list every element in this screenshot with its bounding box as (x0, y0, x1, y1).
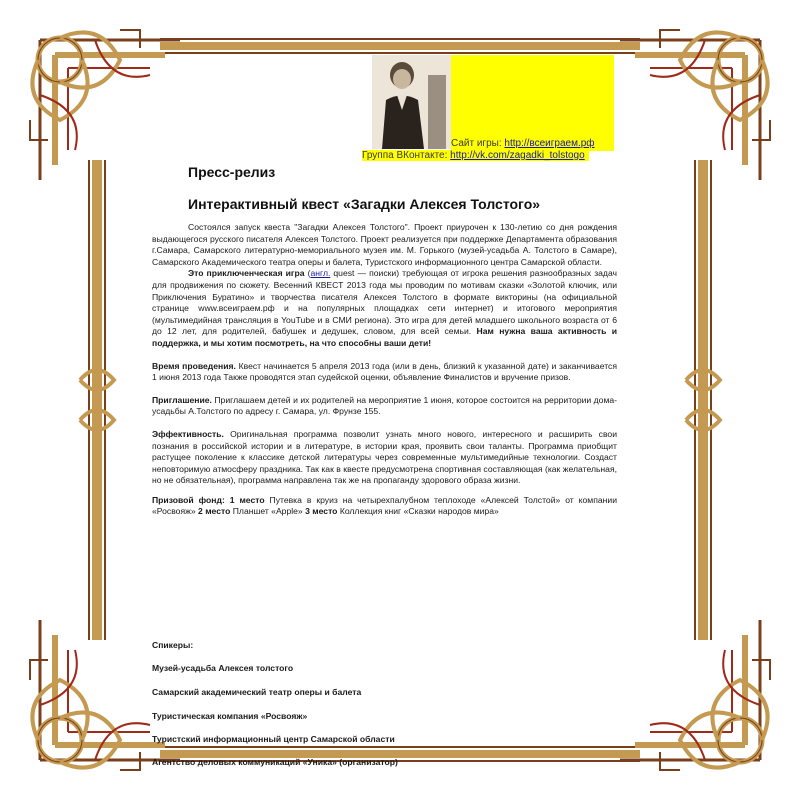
site-line (451, 138, 595, 149)
section-invitation: Приглашение. Приглашаем детей и их родителей на мероприятие 1 июня, которое состоится на рерритории дома-усадьбы А.Толстого по адресу г. Самара, ул. Фрунзе 155. (152, 394, 617, 417)
section-effectiveness: Эффективность. Оригинальная программа позволит узнать много нового, интересного и расширить свои познания в российской истории и в литературе, в истории края, проявить свои таланты. Программа приобщит растущее поколение к классике детской литературы через современные мультимедийные технологии. Создаст неповторимую атмосферу праздника. Так как в квесте предусмотрена спортивная составляющая (как желательная, но не обязательная), программа направлена так же на пропаганду здорового образа жизни. (152, 428, 617, 486)
intro-paragraph: Состоялся запуск квеста "Загадки Алексея Толстого". Проект приурочен к 130-летию со дня рождения выдающегося русского писателя Алексея Толстого. Проект реализуется при поддержке Департамента образования г.Самара, Самарского литературно-мемориального музея им. М. Горького (музей-усадьба А. Толстого в Самаре), Самарского Академического театра оперы и балета, Туристского информационного центра Самарской области. (152, 222, 617, 267)
press-release-heading: Пресс-релиз (188, 164, 276, 180)
header-highlight-block (451, 55, 614, 151)
game-description-paragraph: Это приключенческая игра (англ. quest — поиски) требующая от игрока решения разнообразных задач для продвижения по сюжету. Весенний КВЕСТ 2013 года мы проводим по мотивам сказки «Золотой ключик, или Приключения Буратино» и творчества писателя Алексея Толстого в формате викторины (на официальной странице www.всеиграем.рф и на популярных площадках сети интернет) и итогового мероприятия (мультимедийная трансляция в YouTube и в СМИ региона). Это игра для детей младшего школьного возраста от 6 до 12 лет, для родителей, бабушек и дедушек, словом, для всей семьи. Нам нужна ваша активность и поддержка, и мы хотим посмотреть, на что способны ваши дети! (152, 268, 618, 348)
site-link[interactable]: http://всеиграем.рф (504, 138, 595, 149)
speakers-heading: Спикеры: (152, 640, 194, 650)
vk-link[interactable]: http://vk.com/zagadki_tolstogo (450, 150, 585, 161)
main-title: Интерактивный квест «Загадки Алексея Толстого» (188, 196, 541, 212)
document-body (152, 222, 617, 518)
call-to-action: Нам нужна ваша активность и поддержка, и мы хотим посмотреть, на что способны ваши дети! (152, 326, 618, 348)
section-prize-fund: Призовой фонд: 1 место Путевка в круиз на четырехпалубном теплоходе «Алексей Толстой» от компании «Росвояж» 2 место Планшет «Apple» 3 место Коллекция книг «Сказки народов мира» (152, 494, 617, 517)
english-link[interactable]: англ. (310, 268, 331, 279)
speaker-item: Самарский академический театр оперы и балета (152, 687, 362, 697)
frame-corner-bottom-right (620, 620, 770, 770)
game-description-bold: Это приключенческая игра (188, 268, 305, 279)
speaker-item: Музей-усадьба Алексея толстого (152, 663, 294, 673)
speaker-item: Агентство деловых коммуникаций «Уника» (организатор) (152, 757, 398, 767)
author-portrait (372, 55, 452, 149)
speaker-item: Туристическая компания «Росвояж» (152, 711, 308, 721)
frame-corner-top-right (620, 30, 770, 180)
vk-label: Группа ВКонтакте: (362, 150, 451, 161)
frame-corner-top-left (30, 30, 180, 180)
vk-line (362, 150, 589, 161)
speaker-item: Туристский информационный центр Самарской области (152, 734, 395, 744)
site-label: Сайт игры: (451, 138, 505, 149)
section-timing: Время проведения. Квест начинается 5 апреля 2013 года (или в день, близкий к указанной дате) и заканчивается 1 июня 2013 года Также проводятся этап судейской оценки, объявление Финалистов и вручение призов. (152, 360, 617, 383)
